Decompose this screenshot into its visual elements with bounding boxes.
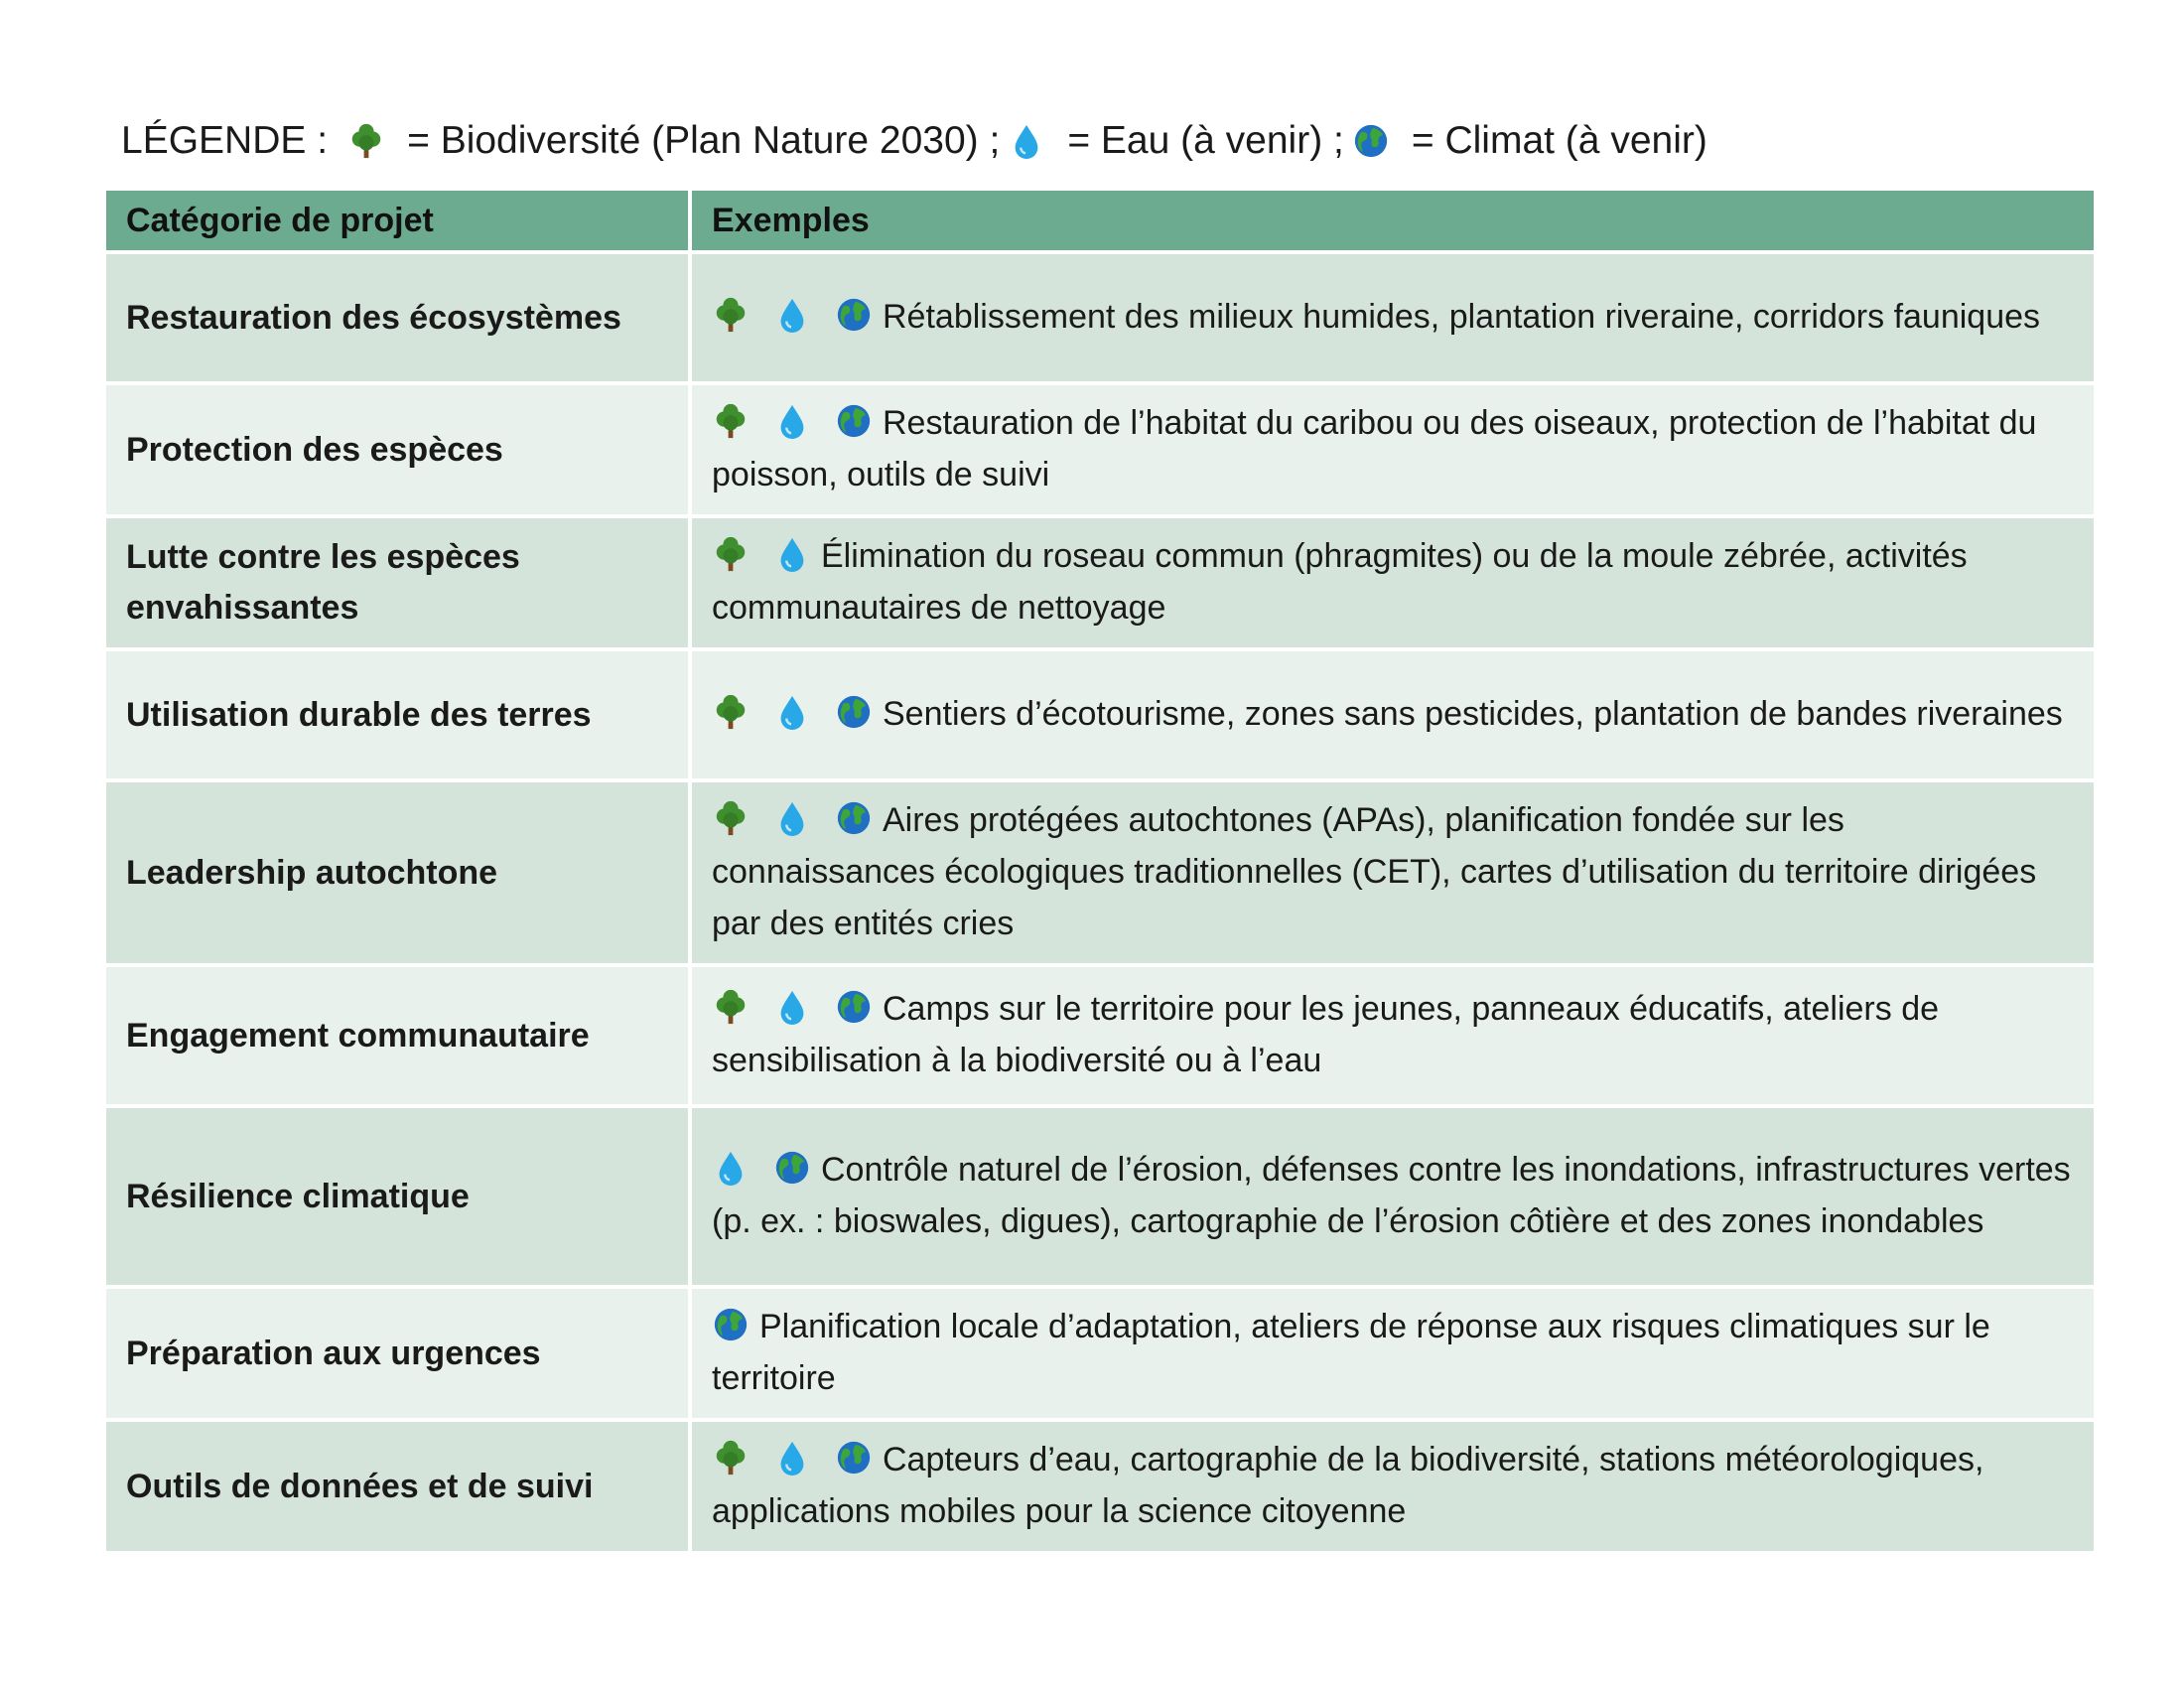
globe-icon	[835, 296, 873, 334]
tree-icon	[712, 296, 750, 334]
theme-icons	[712, 296, 873, 334]
legend-title: LÉGENDE :	[121, 119, 329, 162]
examples-cell	[690, 383, 2096, 516]
globe-icon	[1352, 122, 1390, 160]
category-cell: Utilisation durable des terres	[104, 649, 690, 780]
project-table	[102, 187, 2098, 1555]
legend	[121, 111, 1715, 171]
theme-icons	[712, 1306, 750, 1343]
water-drop-icon	[773, 296, 811, 334]
table-row	[104, 516, 2096, 649]
theme-icons	[712, 1149, 811, 1187]
legend-biodiversity: = Biodiversité (Plan Nature 2030) ;	[407, 119, 1001, 162]
water-drop-icon	[773, 988, 811, 1026]
table-row	[104, 252, 2096, 383]
legend-climate: = Climat (à venir)	[1411, 119, 1707, 162]
globe-icon	[835, 693, 873, 731]
globe-icon	[835, 402, 873, 440]
category-cell: Protection des espèces	[104, 383, 690, 516]
theme-icons	[712, 988, 873, 1026]
tree-icon	[712, 402, 750, 440]
table-row	[104, 1106, 2096, 1287]
examples-cell	[690, 780, 2096, 965]
theme-icons	[712, 402, 873, 440]
table-row	[104, 965, 2096, 1106]
examples-cell	[690, 1106, 2096, 1287]
water-drop-icon	[1008, 122, 1045, 160]
category-cell: Restauration des écosystèmes	[104, 252, 690, 383]
category-cell: Lutte contre les espèces envahissantes	[104, 516, 690, 649]
water-drop-icon	[773, 799, 811, 837]
examples-cell	[690, 1287, 2096, 1420]
table-row	[104, 1287, 2096, 1420]
examples-cell	[690, 252, 2096, 383]
example-text: Rétablissement des milieux humides, plantation riveraine, corridors fauniques	[883, 298, 2041, 336]
example-text: Camps sur le territoire pour les jeunes, panneaux éducatifs, ateliers de sensibilisation à la biodiversité ou à l’eau	[712, 990, 1940, 1079]
header-examples: Exemples	[690, 189, 2096, 252]
category-cell: Leadership autochtone	[104, 780, 690, 965]
examples-cell	[690, 516, 2096, 649]
tree-icon	[347, 122, 385, 160]
table-row	[104, 780, 2096, 965]
table-row	[104, 1420, 2096, 1553]
table-row	[104, 383, 2096, 516]
example-text: Sentiers d’écotourisme, zones sans pesticides, plantation de bandes riveraines	[883, 695, 2063, 733]
theme-icons	[712, 1439, 873, 1477]
examples-cell	[690, 965, 2096, 1106]
examples-cell	[690, 649, 2096, 780]
globe-icon	[835, 799, 873, 837]
globe-icon	[712, 1306, 750, 1343]
tree-icon	[712, 535, 750, 573]
category-cell: Outils de données et de suivi	[104, 1420, 690, 1553]
tree-icon	[712, 799, 750, 837]
example-text: Planification locale d’adaptation, ateliers de réponse aux risques climatiques sur le territoire	[712, 1308, 1990, 1397]
water-drop-icon	[773, 535, 811, 573]
globe-icon	[835, 1439, 873, 1477]
example-text: Élimination du roseau commun (phragmites) ou de la moule zébrée, activités communautaires de nettoyage	[712, 537, 1968, 627]
theme-icons	[712, 535, 811, 573]
example-text: Aires protégées autochtones (APAs), planification fondée sur les connaissances écologiques traditionnelles (CET), cartes d’utilisation du territoire dirigées par des entités cries	[712, 801, 2037, 942]
globe-icon	[773, 1149, 811, 1187]
legend-water: = Eau (à venir) ;	[1067, 119, 1344, 162]
example-text: Restauration de l’habitat du caribou ou des oiseaux, protection de l’habitat du poisson, outils de suivi	[712, 404, 2037, 493]
header-category: Catégorie de projet	[104, 189, 690, 252]
category-cell: Préparation aux urgences	[104, 1287, 690, 1420]
table-header-row	[104, 189, 2096, 252]
water-drop-icon	[773, 402, 811, 440]
tree-icon	[712, 693, 750, 731]
water-drop-icon	[712, 1149, 750, 1187]
tree-icon	[712, 988, 750, 1026]
tree-icon	[712, 1439, 750, 1477]
table-row	[104, 649, 2096, 780]
examples-cell	[690, 1420, 2096, 1553]
water-drop-icon	[773, 1439, 811, 1477]
category-cell: Engagement communautaire	[104, 965, 690, 1106]
category-cell: Résilience climatique	[104, 1106, 690, 1287]
example-text: Contrôle naturel de l’érosion, défenses contre les inondations, infrastructures vertes (p. ex. : bioswales, digues), cartographie de l’érosion côtière et des zones inondables	[712, 1151, 2071, 1240]
example-text: Capteurs d’eau, cartographie de la biodiversité, stations météorologiques, applications mobiles pour la science citoyenne	[712, 1441, 1984, 1530]
globe-icon	[835, 988, 873, 1026]
water-drop-icon	[773, 693, 811, 731]
theme-icons	[712, 799, 873, 837]
theme-icons	[712, 693, 873, 731]
